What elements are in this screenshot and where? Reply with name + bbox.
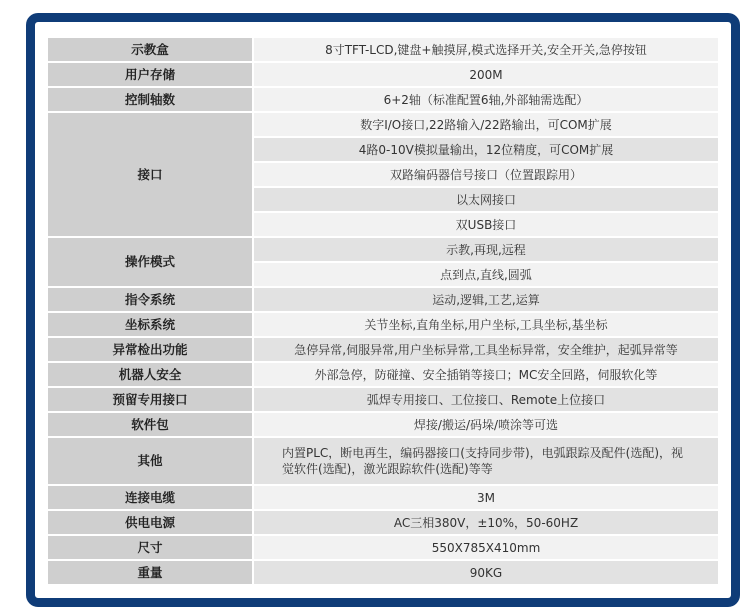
row-value: 急停异常,伺服异常,用户坐标异常,工具坐标异常，安全维护，起弧异常等 — [253, 337, 719, 362]
row-label: 重量 — [47, 560, 253, 585]
row-value: 示教,再现,远程 — [253, 237, 719, 262]
row-value: 200M — [253, 62, 719, 87]
table-row-instruction-system — [47, 287, 719, 312]
row-label: 用户存储 — [47, 62, 253, 87]
row-label: 示教盒 — [47, 37, 253, 62]
row-label: 预留专用接口 — [47, 387, 253, 412]
table-row-other — [47, 437, 719, 485]
row-label: 异常检出功能 — [47, 337, 253, 362]
row-value: 运动,逻辑,工艺,运算 — [253, 287, 719, 312]
table-row-dimensions — [47, 535, 719, 560]
row-value: 以太网接口 — [253, 187, 719, 212]
table-row-power-supply — [47, 510, 719, 535]
row-label: 尺寸 — [47, 535, 253, 560]
row-label: 其他 — [47, 437, 253, 485]
row-value: 90KG — [253, 560, 719, 585]
row-value: 双USB接口 — [253, 212, 719, 237]
row-label: 供电电源 — [47, 510, 253, 535]
table-row-fault-detection — [47, 337, 719, 362]
row-label: 接口 — [47, 112, 253, 237]
table-row-teach-pendant — [47, 37, 719, 62]
table-row-user-storage — [47, 62, 719, 87]
row-value: 3M — [253, 485, 719, 510]
row-label: 指令系统 — [47, 287, 253, 312]
row-value: 点到点,直线,圆弧 — [253, 262, 719, 287]
table-row-operation-mode — [47, 237, 719, 262]
row-value: 弧焊专用接口、工位接口、Remote上位接口 — [253, 387, 719, 412]
row-value: 6+2轴（标准配置6轴,外部轴需选配） — [253, 87, 719, 112]
table-row-interface — [47, 112, 719, 137]
row-value: 数字I/O接口,22路输入/22路输出，可COM扩展 — [253, 112, 719, 137]
table-row-connection-cable — [47, 485, 719, 510]
table-row-software-package — [47, 412, 719, 437]
row-label: 操作模式 — [47, 237, 253, 287]
spec-table — [46, 36, 720, 586]
row-label: 机器人安全 — [47, 362, 253, 387]
row-label: 坐标系统 — [47, 312, 253, 337]
row-value: 双路编码器信号接口（位置跟踪用） — [253, 162, 719, 187]
table-row-coordinate-system — [47, 312, 719, 337]
row-value: 外部急停，防碰撞、安全插销等接口；MC安全回路，伺服软化等 — [253, 362, 719, 387]
spec-panel — [26, 13, 740, 607]
row-value: 内置PLC，断电再生，编码器接口(支持同步带)，电弧跟踪及配件(选配)，视觉软件(选配)，激光跟踪软件(选配)等等 — [253, 437, 719, 485]
table-row-robot-safety — [47, 362, 719, 387]
row-value: 550X785X410mm — [253, 535, 719, 560]
row-value: 关节坐标,直角坐标,用户坐标,工具坐标,基坐标 — [253, 312, 719, 337]
row-label: 控制轴数 — [47, 87, 253, 112]
row-label: 连接电缆 — [47, 485, 253, 510]
row-value: 8寸TFT-LCD,键盘+触摸屏,模式选择开关,安全开关,急停按钮 — [253, 37, 719, 62]
table-row-weight — [47, 560, 719, 585]
row-value: 4路0-10V模拟量输出，12位精度，可COM扩展 — [253, 137, 719, 162]
row-value: 焊接/搬运/码垛/喷涂等可选 — [253, 412, 719, 437]
row-label: 软件包 — [47, 412, 253, 437]
row-value: AC三相380V，±10%，50-60HZ — [253, 510, 719, 535]
table-row-reserved-interface — [47, 387, 719, 412]
table-row-control-axes — [47, 87, 719, 112]
